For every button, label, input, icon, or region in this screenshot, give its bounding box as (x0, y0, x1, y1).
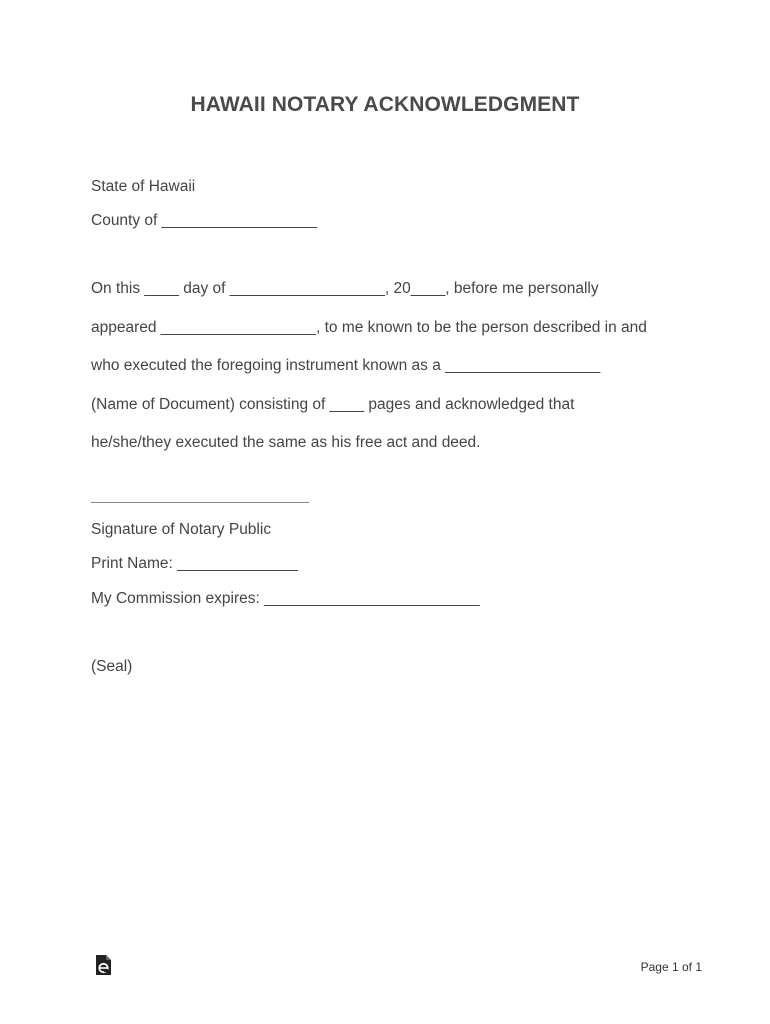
eforms-logo-icon (95, 954, 112, 976)
paragraph-line-1: On this ____ day of __________________, 20____, before me personally (91, 280, 599, 297)
state-line: State of Hawaii (91, 178, 196, 195)
paragraph-line-4: (Name of Document) consisting of ____ pages and acknowledged that (91, 396, 575, 413)
page-number: Page 1 of 1 (640, 960, 702, 974)
page-title: HAWAII NOTARY ACKNOWLEDGMENT (190, 93, 580, 116)
paragraph-line-2: appeared __________________, to me known to be the person described in and (91, 319, 647, 336)
signature-label: Signature of Notary Public (91, 521, 272, 538)
paragraph-line-5: he/she/they executed the same as his free act and deed. (91, 434, 481, 451)
signature-line (91, 502, 309, 503)
commission-line: My Commission expires: _________________________ (91, 590, 480, 607)
paragraph-line-3: who executed the foregoing instrument known as a __________________ (91, 357, 601, 374)
print-name-line: Print Name: ______________ (91, 555, 298, 572)
county-line: County of __________________ (91, 212, 317, 229)
seal-label: (Seal) (91, 658, 133, 675)
